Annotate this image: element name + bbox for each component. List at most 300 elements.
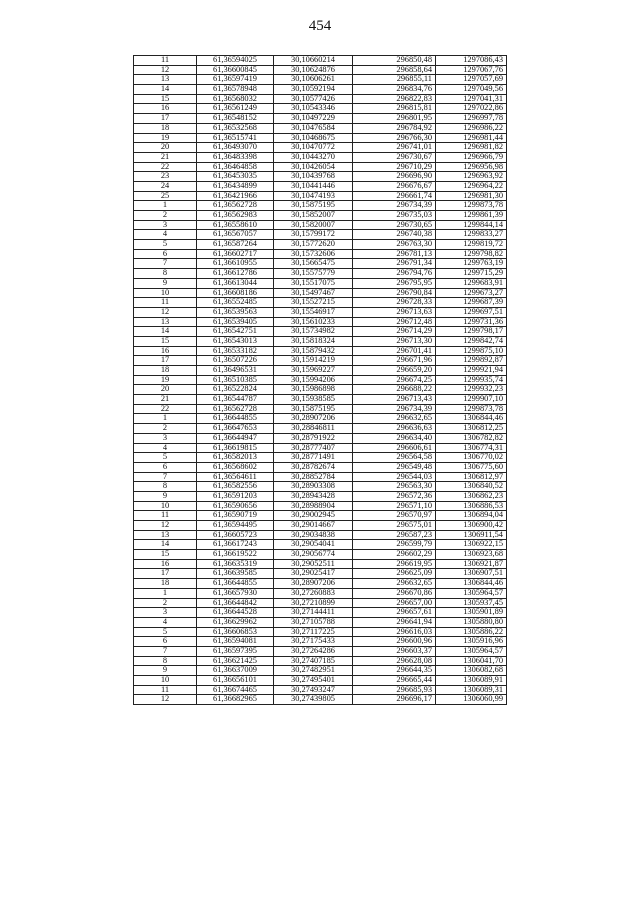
point-number-cell: 18 [134,366,197,376]
x-coordinate-cell: 296602,29 [353,550,436,560]
longitude-cell: 30,27407185 [274,656,353,666]
latitude-cell: 61,36532568 [197,123,274,133]
latitude-cell: 61,36617243 [197,540,274,550]
y-coordinate-cell: 1305964,57 [436,588,507,598]
point-number-cell: 19 [134,133,197,143]
point-number-cell: 7 [134,472,197,482]
y-coordinate-cell: 1299833,27 [436,230,507,240]
table-row [134,278,507,288]
x-coordinate-cell: 296599,79 [353,540,436,550]
table-row [134,172,507,182]
latitude-cell: 61,36493070 [197,143,274,153]
latitude-cell: 61,36544787 [197,395,274,405]
table-row [134,152,507,162]
latitude-cell: 61,36510385 [197,375,274,385]
y-coordinate-cell: 1299819,72 [436,240,507,250]
table-row [134,65,507,75]
table-row [134,259,507,269]
x-coordinate-cell: 296575,01 [353,521,436,531]
x-coordinate-cell: 296734,39 [353,404,436,414]
point-number-cell: 8 [134,269,197,279]
x-coordinate-cell: 296713,43 [353,395,436,405]
y-coordinate-cell: 1299763,19 [436,259,507,269]
longitude-cell: 30,27495401 [274,676,353,686]
latitude-cell: 61,36522824 [197,385,274,395]
table-row [134,472,507,482]
table-row [134,588,507,598]
longitude-cell: 30,15875195 [274,201,353,211]
point-number-cell: 22 [134,162,197,172]
table-row [134,550,507,560]
y-coordinate-cell: 1305901,89 [436,608,507,618]
x-coordinate-cell: 296714,29 [353,327,436,337]
table-row [134,530,507,540]
longitude-cell: 30,10468675 [274,133,353,143]
x-coordinate-cell: 296659,20 [353,366,436,376]
latitude-cell: 61,36608186 [197,288,274,298]
table-row [134,598,507,608]
x-coordinate-cell: 296734,39 [353,201,436,211]
y-coordinate-cell: 1299673,27 [436,288,507,298]
point-number-cell: 22 [134,404,197,414]
x-coordinate-cell: 296766,30 [353,133,436,143]
y-coordinate-cell: 1299697,51 [436,307,507,317]
point-number-cell: 12 [134,65,197,75]
longitude-cell: 30,28907206 [274,579,353,589]
x-coordinate-cell: 296710,29 [353,162,436,172]
x-coordinate-cell: 296616,03 [353,627,436,637]
point-number-cell: 14 [134,540,197,550]
point-number-cell: 21 [134,152,197,162]
latitude-cell: 61,36597419 [197,75,274,85]
longitude-cell: 30,15914219 [274,356,353,366]
x-coordinate-cell: 296571,10 [353,501,436,511]
point-number-cell: 8 [134,656,197,666]
latitude-cell: 61,36644855 [197,414,274,424]
coordinates-table [133,55,507,705]
latitude-cell: 61,36496531 [197,366,274,376]
y-coordinate-cell: 1306782,82 [436,433,507,443]
table-row [134,104,507,114]
table-row [134,191,507,201]
y-coordinate-cell: 1296981,44 [436,133,507,143]
longitude-cell: 30,10474193 [274,191,353,201]
longitude-cell: 30,28852784 [274,472,353,482]
y-coordinate-cell: 1306775,60 [436,462,507,472]
point-number-cell: 6 [134,462,197,472]
point-number-cell: 17 [134,356,197,366]
x-coordinate-cell: 296657,00 [353,598,436,608]
longitude-cell: 30,28771491 [274,453,353,463]
table-row [134,501,507,511]
longitude-cell: 30,15879432 [274,346,353,356]
longitude-cell: 30,10426054 [274,162,353,172]
x-coordinate-cell: 296587,23 [353,530,436,540]
y-coordinate-cell: 1306844,46 [436,414,507,424]
longitude-cell: 30,10624876 [274,65,353,75]
latitude-cell: 61,36507226 [197,356,274,366]
table-row [134,637,507,647]
longitude-cell: 30,15969227 [274,366,353,376]
x-coordinate-cell: 296670,86 [353,588,436,598]
latitude-cell: 61,36582013 [197,453,274,463]
y-coordinate-cell: 1305916,96 [436,637,507,647]
latitude-cell: 61,36542751 [197,327,274,337]
x-coordinate-cell: 296855,11 [353,75,436,85]
table-row [134,133,507,143]
point-number-cell: 16 [134,104,197,114]
x-coordinate-cell: 296600,96 [353,637,436,647]
y-coordinate-cell: 1299921,94 [436,366,507,376]
point-number-cell: 1 [134,588,197,598]
table-row [134,443,507,453]
latitude-cell: 61,36582556 [197,482,274,492]
x-coordinate-cell: 296632,65 [353,414,436,424]
x-coordinate-cell: 296661,74 [353,191,436,201]
latitude-cell: 61,36590719 [197,511,274,521]
y-coordinate-cell: 1306886,53 [436,501,507,511]
table-row [134,143,507,153]
table-row [134,521,507,531]
point-number-cell: 5 [134,453,197,463]
y-coordinate-cell: 1299861,39 [436,211,507,221]
y-coordinate-cell: 1296981,82 [436,143,507,153]
longitude-cell: 30,15875195 [274,404,353,414]
point-number-cell: 1 [134,414,197,424]
table-row [134,511,507,521]
y-coordinate-cell: 1296964,22 [436,181,507,191]
longitude-cell: 30,15497467 [274,288,353,298]
x-coordinate-cell: 296636,63 [353,424,436,434]
latitude-cell: 61,36539563 [197,307,274,317]
point-number-cell: 4 [134,617,197,627]
x-coordinate-cell: 296628,08 [353,656,436,666]
point-number-cell: 4 [134,443,197,453]
point-number-cell: 14 [134,85,197,95]
point-number-cell: 1 [134,201,197,211]
point-number-cell: 10 [134,288,197,298]
y-coordinate-cell: 1297041,31 [436,94,507,104]
table-row [134,240,507,250]
table-row [134,114,507,124]
latitude-cell: 61,36548152 [197,114,274,124]
table-row [134,395,507,405]
longitude-cell: 30,15938585 [274,395,353,405]
point-number-cell: 23 [134,172,197,182]
table-row [134,462,507,472]
table-row [134,385,507,395]
table-row [134,356,507,366]
longitude-cell: 30,28943428 [274,491,353,501]
y-coordinate-cell: 1306922,15 [436,540,507,550]
point-number-cell: 7 [134,259,197,269]
x-coordinate-cell: 296784,92 [353,123,436,133]
x-coordinate-cell: 296644,35 [353,666,436,676]
y-coordinate-cell: 1299873,78 [436,404,507,414]
table-row [134,220,507,230]
x-coordinate-cell: 296728,33 [353,298,436,308]
x-coordinate-cell: 296549,48 [353,462,436,472]
x-coordinate-cell: 296713,30 [353,336,436,346]
longitude-cell: 30,10497229 [274,114,353,124]
longitude-cell: 30,15546917 [274,307,353,317]
latitude-cell: 61,36567057 [197,230,274,240]
y-coordinate-cell: 1299875,10 [436,346,507,356]
table-row [134,366,507,376]
table-row [134,569,507,579]
longitude-cell: 30,15732606 [274,249,353,259]
longitude-cell: 30,27144411 [274,608,353,618]
x-coordinate-cell: 296603,37 [353,646,436,656]
x-coordinate-cell: 296781,13 [353,249,436,259]
point-number-cell: 2 [134,598,197,608]
longitude-cell: 30,28903308 [274,482,353,492]
latitude-cell: 61,36590656 [197,501,274,511]
latitude-cell: 61,36635319 [197,559,274,569]
table-row [134,695,507,705]
longitude-cell: 30,27117225 [274,627,353,637]
latitude-cell: 61,36515741 [197,133,274,143]
point-number-cell: 18 [134,123,197,133]
y-coordinate-cell: 1299715,29 [436,269,507,279]
longitude-cell: 30,15852007 [274,211,353,221]
longitude-cell: 30,15734982 [274,327,353,337]
longitude-cell: 30,10470772 [274,143,353,153]
x-coordinate-cell: 296712,48 [353,317,436,327]
table-row [134,94,507,104]
point-number-cell: 11 [134,511,197,521]
x-coordinate-cell: 296795,95 [353,278,436,288]
x-coordinate-cell: 296815,81 [353,104,436,114]
y-coordinate-cell: 1296997,78 [436,114,507,124]
table-row [134,327,507,337]
longitude-cell: 30,15517075 [274,278,353,288]
longitude-cell: 30,29052511 [274,559,353,569]
latitude-cell: 61,36600845 [197,65,274,75]
x-coordinate-cell: 296801,95 [353,114,436,124]
x-coordinate-cell: 296858,64 [353,65,436,75]
longitude-cell: 30,15575779 [274,269,353,279]
latitude-cell: 61,36644842 [197,598,274,608]
point-number-cell: 7 [134,646,197,656]
y-coordinate-cell: 1306900,42 [436,521,507,531]
x-coordinate-cell: 296791,34 [353,259,436,269]
table-row [134,676,507,686]
table-row [134,162,507,172]
latitude-cell: 61,36639585 [197,569,274,579]
latitude-cell: 61,36644947 [197,433,274,443]
x-coordinate-cell: 296685,93 [353,685,436,695]
longitude-cell: 30,10439768 [274,172,353,182]
longitude-cell: 30,10441446 [274,181,353,191]
latitude-cell: 61,36539405 [197,317,274,327]
longitude-cell: 30,29054041 [274,540,353,550]
x-coordinate-cell: 296740,38 [353,230,436,240]
table-row [134,375,507,385]
table-row [134,269,507,279]
table-row [134,414,507,424]
y-coordinate-cell: 1306041,70 [436,656,507,666]
point-number-cell: 10 [134,676,197,686]
latitude-cell: 61,36657930 [197,588,274,598]
x-coordinate-cell: 296665,44 [353,676,436,686]
latitude-cell: 61,36587264 [197,240,274,250]
table-row [134,404,507,414]
x-coordinate-cell: 296688,22 [353,385,436,395]
y-coordinate-cell: 1306862,23 [436,491,507,501]
coordinates-table-body [134,56,507,705]
y-coordinate-cell: 1306812,97 [436,472,507,482]
longitude-cell: 30,28846811 [274,424,353,434]
longitude-cell: 30,27260883 [274,588,353,598]
latitude-cell: 61,36647653 [197,424,274,434]
point-number-cell: 12 [134,695,197,705]
point-number-cell: 13 [134,75,197,85]
latitude-cell: 61,36562728 [197,404,274,414]
latitude-cell: 61,36543013 [197,336,274,346]
latitude-cell: 61,36558610 [197,220,274,230]
point-number-cell: 9 [134,491,197,501]
table-row [134,317,507,327]
y-coordinate-cell: 1297057,69 [436,75,507,85]
longitude-cell: 30,15610233 [274,317,353,327]
longitude-cell: 30,15772620 [274,240,353,250]
table-row [134,656,507,666]
longitude-cell: 30,15818324 [274,336,353,346]
longitude-cell: 30,28988904 [274,501,353,511]
x-coordinate-cell: 296696,17 [353,695,436,705]
x-coordinate-cell: 296676,67 [353,181,436,191]
x-coordinate-cell: 296674,25 [353,375,436,385]
latitude-cell: 61,36564611 [197,472,274,482]
y-coordinate-cell: 1297049,56 [436,85,507,95]
y-coordinate-cell: 1299892,87 [436,356,507,366]
point-number-cell: 15 [134,336,197,346]
table-row [134,608,507,618]
table-row [134,85,507,95]
point-number-cell: 16 [134,559,197,569]
point-number-cell: 13 [134,317,197,327]
longitude-cell: 30,27210899 [274,598,353,608]
point-number-cell: 6 [134,249,197,259]
y-coordinate-cell: 1299798,17 [436,327,507,337]
point-number-cell: 2 [134,424,197,434]
x-coordinate-cell: 296641,94 [353,617,436,627]
point-number-cell: 25 [134,191,197,201]
longitude-cell: 30,28782674 [274,462,353,472]
longitude-cell: 30,15820007 [274,220,353,230]
point-number-cell: 14 [134,327,197,337]
y-coordinate-cell: 1299932,23 [436,385,507,395]
latitude-cell: 61,36629962 [197,617,274,627]
longitude-cell: 30,15799172 [274,230,353,240]
longitude-cell: 30,15527215 [274,298,353,308]
x-coordinate-cell: 296834,76 [353,85,436,95]
table-row [134,424,507,434]
point-number-cell: 15 [134,94,197,104]
longitude-cell: 30,10606261 [274,75,353,85]
x-coordinate-cell: 296730,65 [353,220,436,230]
x-coordinate-cell: 296657,61 [353,608,436,618]
table-row [134,56,507,66]
latitude-cell: 61,36434899 [197,181,274,191]
latitude-cell: 61,36682965 [197,695,274,705]
y-coordinate-cell: 1305886,22 [436,627,507,637]
x-coordinate-cell: 296741,01 [353,143,436,153]
table-row [134,491,507,501]
point-number-cell: 17 [134,569,197,579]
table-row [134,123,507,133]
x-coordinate-cell: 296790,84 [353,288,436,298]
y-coordinate-cell: 1306089,91 [436,676,507,686]
point-number-cell: 15 [134,550,197,560]
y-coordinate-cell: 1299683,91 [436,278,507,288]
point-number-cell: 9 [134,666,197,676]
x-coordinate-cell: 296850,48 [353,56,436,66]
y-coordinate-cell: 1299687,39 [436,298,507,308]
x-coordinate-cell: 296563,30 [353,482,436,492]
y-coordinate-cell: 1297086,43 [436,56,507,66]
point-number-cell: 11 [134,298,197,308]
point-number-cell: 21 [134,395,197,405]
point-number-cell: 20 [134,143,197,153]
y-coordinate-cell: 1299907,10 [436,395,507,405]
longitude-cell: 30,15986898 [274,385,353,395]
point-number-cell: 12 [134,307,197,317]
x-coordinate-cell: 296632,65 [353,579,436,589]
y-coordinate-cell: 1296963,92 [436,172,507,182]
table-row [134,201,507,211]
table-row [134,627,507,637]
y-coordinate-cell: 1306894,04 [436,511,507,521]
table-row [134,249,507,259]
longitude-cell: 30,27264286 [274,646,353,656]
x-coordinate-cell: 296606,61 [353,443,436,453]
point-number-cell: 3 [134,433,197,443]
point-number-cell: 16 [134,346,197,356]
longitude-cell: 30,27439805 [274,695,353,705]
point-number-cell: 24 [134,181,197,191]
point-number-cell: 2 [134,211,197,221]
table-row [134,211,507,221]
y-coordinate-cell: 1306089,31 [436,685,507,695]
latitude-cell: 61,36594495 [197,521,274,531]
table-row [134,617,507,627]
table-row [134,336,507,346]
y-coordinate-cell: 1305964,57 [436,646,507,656]
table-row [134,646,507,656]
latitude-cell: 61,36421966 [197,191,274,201]
x-coordinate-cell: 296625,09 [353,569,436,579]
y-coordinate-cell: 1296981,30 [436,191,507,201]
table-row [134,453,507,463]
latitude-cell: 61,36606853 [197,627,274,637]
longitude-cell: 30,10476584 [274,123,353,133]
point-number-cell: 5 [134,240,197,250]
latitude-cell: 61,36552485 [197,298,274,308]
point-number-cell: 4 [134,230,197,240]
latitude-cell: 61,36619815 [197,443,274,453]
y-coordinate-cell: 1299731,36 [436,317,507,327]
longitude-cell: 30,27493247 [274,685,353,695]
x-coordinate-cell: 296713,63 [353,307,436,317]
x-coordinate-cell: 296735,03 [353,211,436,221]
y-coordinate-cell: 1296956,98 [436,162,507,172]
y-coordinate-cell: 1299842,74 [436,336,507,346]
longitude-cell: 30,28777407 [274,443,353,453]
x-coordinate-cell: 296564,58 [353,453,436,463]
longitude-cell: 30,27105788 [274,617,353,627]
